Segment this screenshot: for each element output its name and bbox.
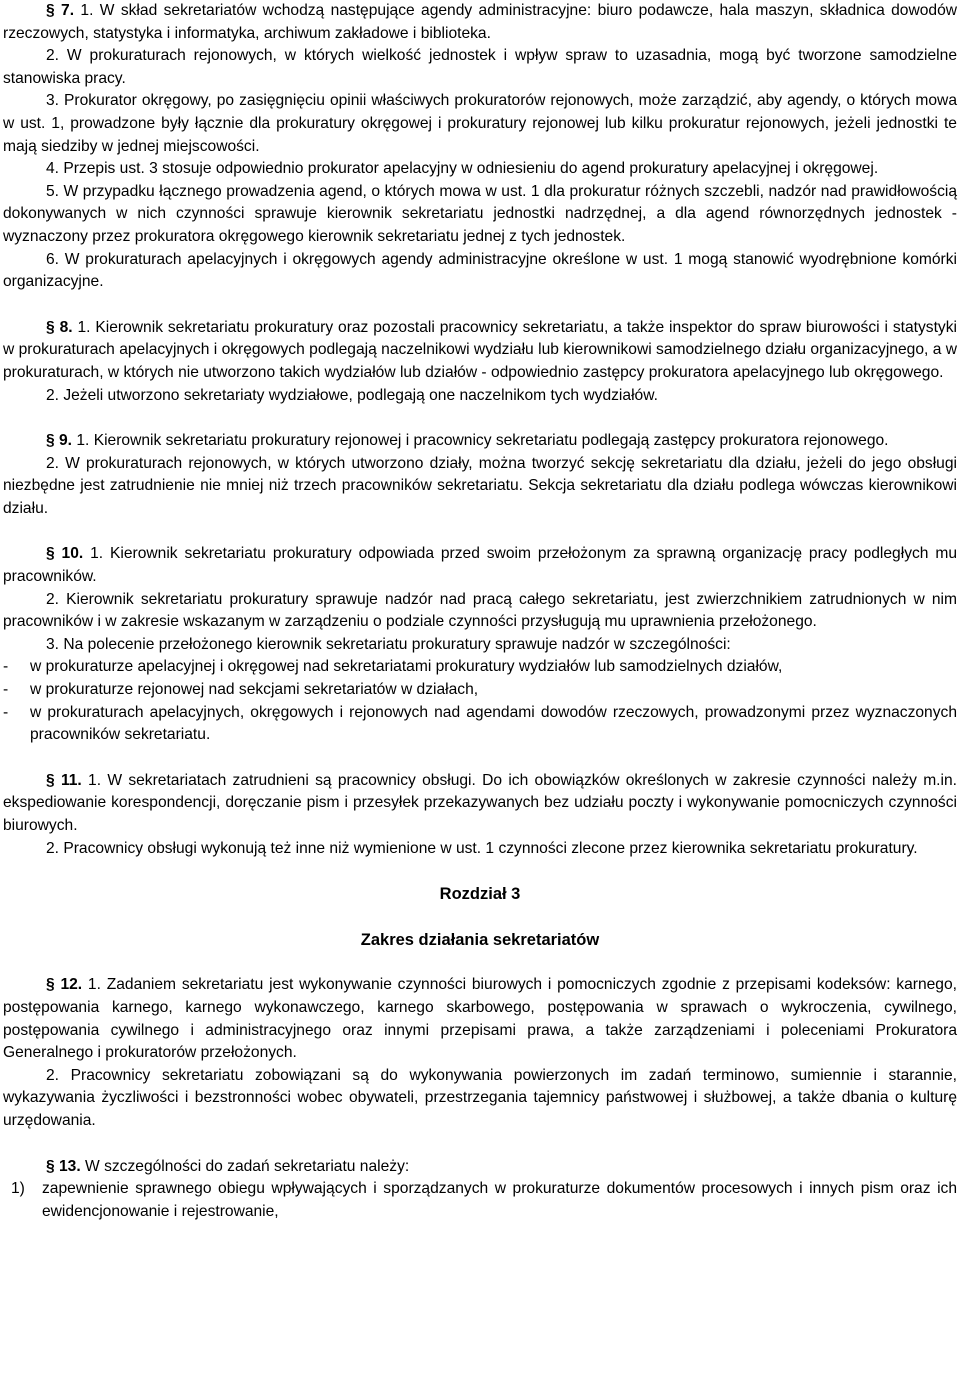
chapter-title: Rozdział 3 — [439, 885, 521, 904]
paragraph-9-2: 2. W prokuraturach rejonowych, w których utworzono działy, można tworzyć sekcję sekretariatu dla działu, jeżeli do jego obsługi niezbędne jest zatrudnienie nie mniej niż trzech pracowników sekretariatu. Sekcja sekretariatu dla działu podlega wówczas kierownikowi działu. — [3, 454, 957, 517]
list-item-text: w prokuraturze apelacyjnej i okręgowej nad sekretariatami prokuratury wydziałów lub samodzielnych działów, — [30, 658, 783, 676]
paragraph-10-1 — [3, 543, 957, 588]
paragraph-13 — [3, 1156, 957, 1179]
paragraph-10-2: 2. Kierownik sekretariatu prokuratury sprawuje nadzór nad pracą całego sekretariatu, jest zwierzchnikiem zatrudnionych w nim pracowników i w zakresie wskazanym w zarządzeniu o podziale czynności przysługują mu uprawnienia przełożonego. — [3, 590, 957, 631]
paragraph-text: 1. W sekretariatach zatrudnieni są pracownicy obsługi. Do ich obowiązków określonych w zakresie czynności należy m.in. ekspediowanie korespondencji, doręczanie pism i przesyłek przekazywanych bez udziału poczty i wykonywanie pomocniczych czynności biurowych. — [3, 771, 957, 834]
paragraph-12-1 — [3, 974, 957, 1064]
section-number: § 11. — [46, 771, 82, 789]
list-item-text: w prokuraturze rejonowej nad sekcjami sekretariatów w działach, — [30, 681, 479, 699]
paragraph-8-2: 2. Jeżeli utworzono sekretariaty wydziałowe, podlegają one naczelnikom tych wydziałów. — [46, 386, 658, 404]
chapter-subtitle: Zakres działania sekretariatów — [360, 930, 600, 949]
paragraph-text: 1. Kierownik sekretariatu prokuratury odpowiada przed swoim przełożonym za sprawną organizację pracy podległych mu pracowników. — [3, 545, 957, 586]
paragraph-text: 1. W skład sekretariatów wchodzą następujące agendy administracyjne: biuro podawcze, hala maszyn, składnica dowodów rzeczowych, statystyka i informatyka, archiwum zakładowe i biblioteka. — [3, 2, 957, 42]
paragraph-12-2: 2. Pracownicy sekretariatu zobowiązani są do wykonywania powierzonych im zadań terminowo, sumiennie i starannie, wykazywania życzliwości i bezstronności wobec obywateli, przestrzegania tajemnicy państwowej i służbowej, a także dbania o kulturę urzędowania. — [3, 1066, 957, 1129]
paragraph-text: 1. Kierownik sekretariatu prokuratury oraz pozostali pracownicy sekretariatu, a także inspektor do spraw biurowości i statystyki w prokuraturach apelacyjnych i okręgowych podlegają naczelnikowi wydziału lub kierownikowi samodzielnego działu organizacyjnego, a w prokuraturach, w których nie utworzono takich wydziałów lub działów - odpowiednio zastępcy prokuratora apelacyjnego lub okręgowego. — [3, 318, 957, 381]
paragraph-text: 1. Zadaniem sekretariatu jest wykonywanie czynności biurowych i pomocniczych zgodnie z przepisami kodeksów: karnego, postępowania karnego, karnego wykonawczego, karnego skarbowego, postępowania w sprawach o wykroczenia, cywilnego, postępowania cywilnego i administracyjnego oraz innymi przepisami prawa, a także zarządzeniami i poleceniami Prokuratora Generalnego i prokuratorów przełożonych. — [3, 976, 957, 1062]
paragraph-11-1 — [3, 770, 957, 838]
paragraph-text: W szczególności do zadań sekretariatu należy: — [85, 1157, 410, 1175]
section-number: § 7. — [46, 2, 75, 19]
dash-marker: - — [3, 681, 9, 699]
section-number: § 10. — [46, 545, 84, 563]
dash-list-item — [3, 656, 957, 679]
item-marker: 1) — [11, 1180, 25, 1198]
paragraph-7-4: 4. Przepis ust. 3 stosuje odpowiednio prokurator apelacyjny w odniesieniu do agend prokuratury apelacyjnej i okręgowej. — [46, 160, 879, 178]
paragraph-7-6: 6. W prokuraturach apelacyjnych i okręgowych agendy administracyjne określone w ust. 1 mogą stanowić wyodrębnione komórki organizacyjne. — [3, 250, 957, 291]
list-item-text: zapewnienie sprawnego obiegu wpływających i sporządzanych w prokuraturze dokumentów procesowych i innych pism oraz ich ewidencjonowanie i rejestrowanie, — [42, 1180, 957, 1220]
section-number: § 12. — [46, 976, 83, 994]
section-number: § 13. — [46, 1157, 81, 1175]
paragraph-11-2: 2. Pracownicy obsługi wykonują też inne niż wymienione w ust. 1 czynności zlecone przez kierownika sekretariatu prokuratury. — [46, 839, 918, 857]
section-number: § 8. — [46, 318, 73, 336]
paragraph-7-3: 3. Prokurator okręgowy, po zasięgnięciu opinii właściwych prokuratorów rejonowych, może zarządzić, aby agendy, o których mowa w ust. 1, prowadzone były łącznie dla prokuratury okręgowej i prokuratury rejonowej lub kilku prokuratur rejonowych, jeżeli jednostki te mają siedziby w jednej miejscowości. — [3, 92, 957, 155]
dash-marker: - — [3, 658, 9, 676]
paragraph-8-1 — [3, 317, 957, 385]
dash-marker: - — [3, 703, 9, 721]
dash-list-item — [3, 679, 957, 702]
paragraph-10-3: 3. Na polecenie przełożonego kierownik sekretariatu prokuratury sprawuje nadzór w szczególności: — [46, 635, 731, 653]
paragraph-text: 1. Kierownik sekretariatu prokuratury rejonowej i pracownicy sekretariatu podlegają zastępcy prokuratora rejonowego. — [76, 432, 889, 450]
dash-list-item — [3, 702, 957, 747]
paragraph-7-2: 2. W prokuraturach rejonowych, w których wielkość jednostek i wpływ spraw to uzasadnia, mogą być tworzone samodzielne stanowiska pracy. — [3, 47, 957, 87]
paragraph-7-5: 5. W przypadku łącznego prowadzenia agend, o których mowa w ust. 1 dla prokuratur różnych szczebli, nadzór nad prawidłowością dokonywanych w nich czynności sprawuje kierownik sekretariatu jednostki nadrzędnej, a dla agend równorzędnych jednostek - wyznaczony przez prokuratora okręgowego kierownik sekretariatu jednej z tych jednostek. — [3, 182, 957, 245]
paragraph-7-1 — [3, 0, 957, 45]
numbered-list-item — [11, 1178, 957, 1223]
section-number: § 9. — [46, 432, 73, 450]
list-item-text: w prokuraturach apelacyjnych, okręgowych i rejonowych nad agendami dowodów rzeczowych, prowadzonymi przez wyznaczonych pracowników sekretariatu. — [30, 703, 957, 744]
paragraph-9-1 — [3, 430, 957, 453]
